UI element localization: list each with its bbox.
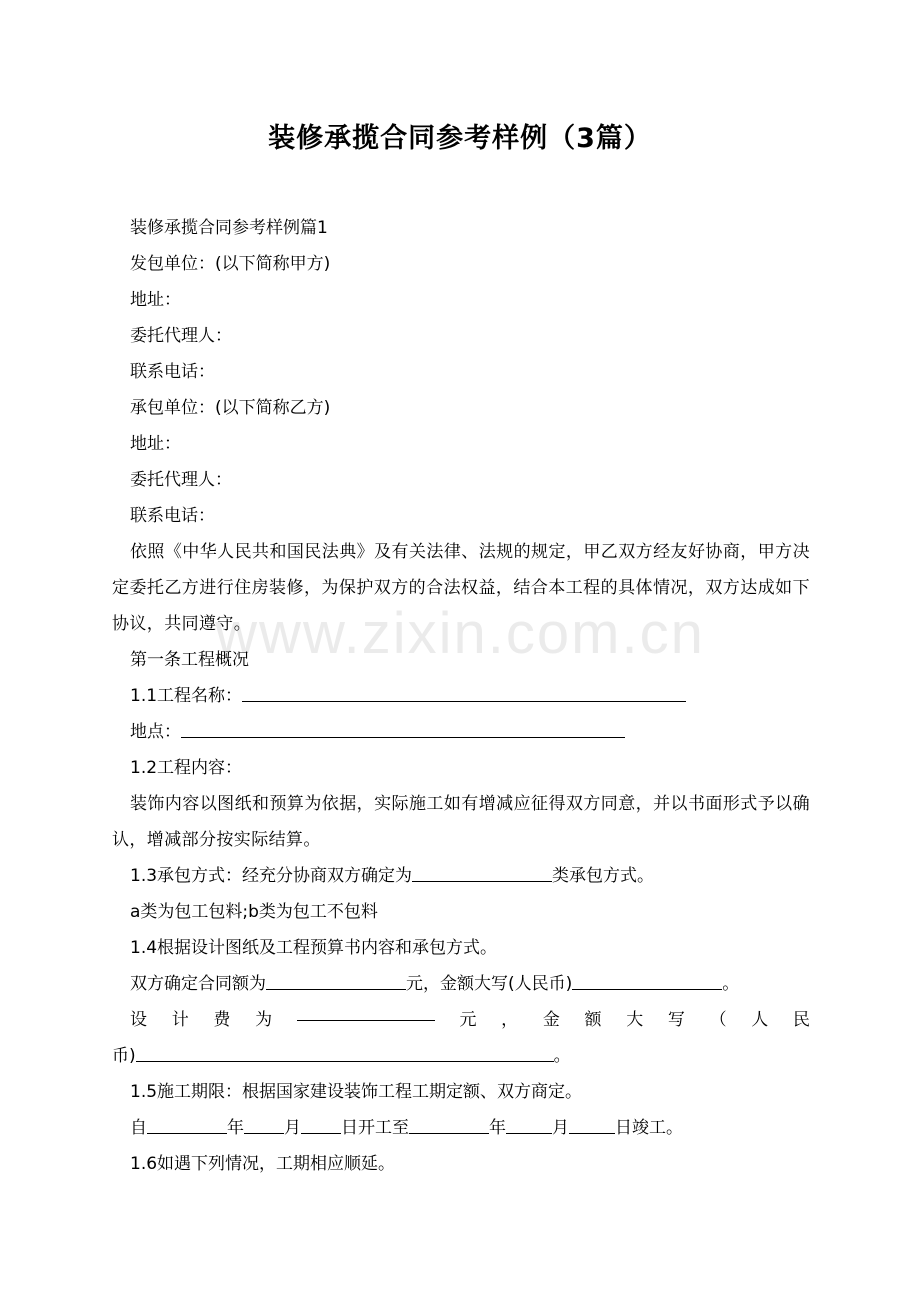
design-fee-char: 金	[542, 1010, 560, 1030]
design-fee-char: 民	[792, 1010, 810, 1030]
amount-words-blank	[572, 971, 722, 990]
article-1-heading: 第一条工程概况	[130, 650, 249, 670]
start-day-blank	[301, 1115, 341, 1134]
start-month-blank	[244, 1115, 284, 1134]
amount-blank	[266, 971, 406, 990]
design-fee-blank	[297, 1002, 435, 1021]
project-content-heading: 1.2工程内容：	[130, 758, 243, 778]
location-line	[112, 714, 810, 750]
location-label: 地点：	[130, 722, 181, 742]
party-b-phone: 联系电话：	[130, 506, 215, 526]
design-fee-char: 元	[459, 1010, 477, 1030]
party-b-address: 地址：	[130, 434, 181, 454]
document-title: 装修承揽合同参考样例（3篇）	[268, 123, 652, 154]
date-from-label: 自	[130, 1118, 147, 1138]
end-month-blank	[506, 1115, 552, 1134]
document-body	[112, 210, 810, 1182]
party-a-line: 发包单位：(以下简称甲方)	[130, 254, 331, 274]
design-fee-char: 计	[171, 1010, 189, 1030]
party-b-agent: 委托代理人：	[130, 470, 232, 490]
watermark: www.zixin.com.cn	[215, 601, 705, 666]
party-a-phone: 联系电话：	[130, 362, 215, 382]
contract-mode-prefix: 1.3承包方式：经充分协商双方确定为	[130, 866, 413, 886]
location-blank	[181, 719, 625, 738]
preamble-paragraph: 依照《中华人民共和国民法典》及有关法律、法规的规定，甲乙双方经友好协商，甲方决定委托乙方进行住房装修，为保护双方的合法权益，结合本工程的具体情况，双方达成如下协议，共同遵守。	[112, 542, 810, 634]
contract-mode-line	[112, 858, 810, 894]
party-b-line: 承包单位：(以下简称乙方)	[130, 398, 331, 418]
design-fee-continuation	[112, 1038, 810, 1074]
decoration-paragraph: 装饰内容以图纸和预算为依据，实际施工如有增减应征得双方同意，并以书面形式予以确认，增减部分按实际结算。	[112, 794, 810, 850]
item-1-6-line: 1.6如遇下列情况，工期相应顺延。	[130, 1154, 396, 1174]
end-day-blank	[569, 1115, 615, 1134]
contract-mode-blank	[412, 863, 552, 882]
design-fee-char: 费	[213, 1010, 231, 1030]
design-fee-words-blank	[136, 1043, 554, 1062]
design-fee-char: 为	[255, 1010, 273, 1030]
contract-mode-suffix: 类承包方式。	[552, 866, 655, 886]
design-fee-char: （	[709, 1010, 727, 1030]
design-fee-char: ，	[501, 1010, 519, 1030]
contract-types-line: a类为包工包料;b类为包工不包料	[130, 902, 378, 922]
design-fee-char: 额	[584, 1010, 602, 1030]
design-fee-char: 写	[667, 1010, 685, 1030]
amount-end: 。	[722, 974, 740, 994]
party-a-address: 地址：	[130, 290, 181, 310]
design-fee-line	[112, 1002, 810, 1038]
year-label: 年	[227, 1118, 244, 1138]
currency-end: 。	[553, 1046, 571, 1066]
contract-subtitle: 装修承揽合同参考样例篇1	[130, 218, 328, 238]
schedule-date-line	[112, 1110, 810, 1146]
completion-label: 日竣工。	[615, 1118, 683, 1138]
project-name-line	[112, 678, 810, 714]
project-name-label: 1.1工程名称：	[130, 686, 243, 706]
end-year-blank	[409, 1115, 489, 1134]
contract-amount-line	[112, 966, 810, 1002]
amount-mid: 元，金额大写(人民币)	[406, 974, 573, 994]
start-label: 日开工至	[341, 1118, 409, 1138]
design-fee-char: 大	[626, 1010, 644, 1030]
month-label: 月	[284, 1118, 301, 1138]
project-name-blank	[242, 683, 686, 702]
month-label: 月	[552, 1118, 569, 1138]
item-1-4-line: 1.4根据设计图纸及工程预算书内容和承包方式。	[130, 938, 498, 958]
currency-label: 币)	[112, 1046, 136, 1066]
design-fee-char: 设	[130, 1010, 147, 1030]
design-fee-char: 人	[751, 1010, 769, 1030]
start-year-blank	[147, 1115, 227, 1134]
year-label: 年	[489, 1118, 506, 1138]
item-1-5-line: 1.5施工期限：根据国家建设装饰工程工期定额、双方商定。	[130, 1082, 583, 1102]
amount-prefix: 双方确定合同额为	[130, 974, 266, 994]
party-a-agent: 委托代理人：	[130, 326, 232, 346]
